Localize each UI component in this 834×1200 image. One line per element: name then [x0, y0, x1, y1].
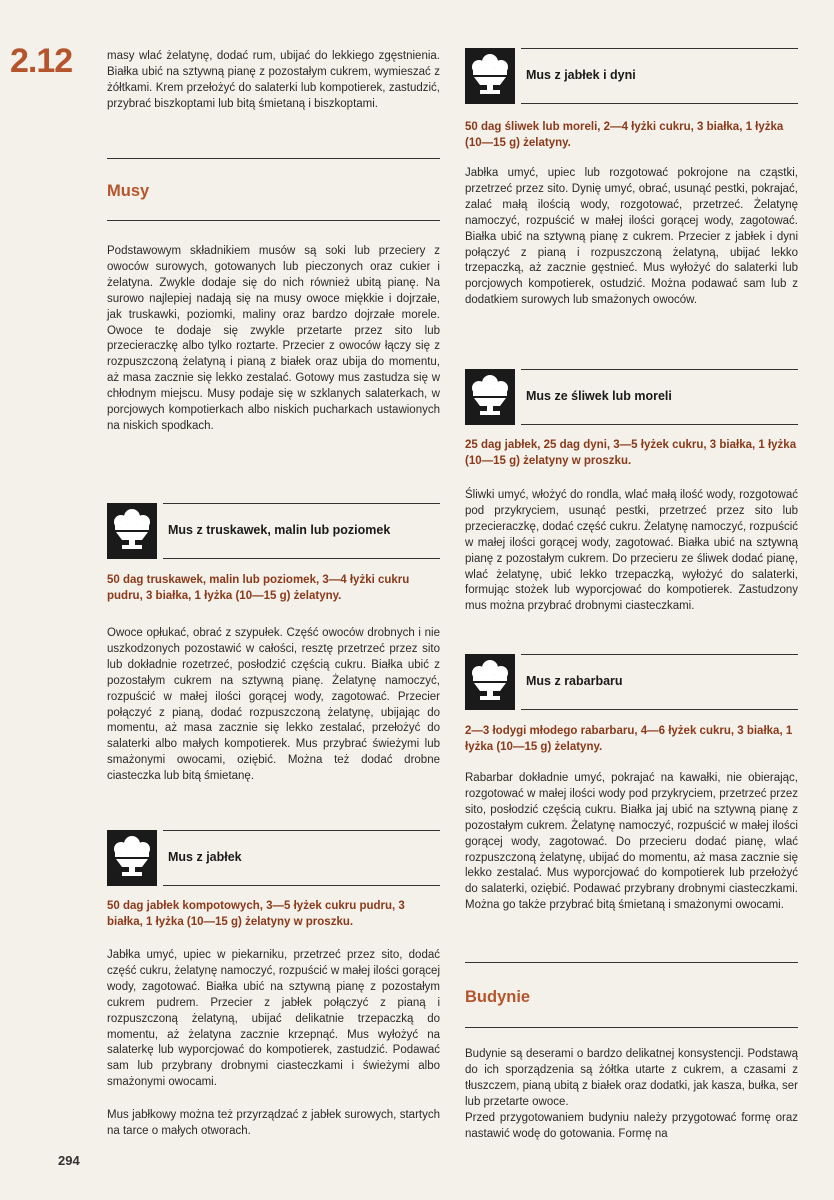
- recipe-ingredients: 2—3 łodygi młodego rabarbaru, 4—6 łyżek cukru, 3 białka, 1 łyżka (10—15 g) żelatyny.: [465, 725, 793, 753]
- budynie-paragraph: Budynie są deserami o bardzo delikatnej konsystencji. Podstawą do ich sporządzenia są żółtka utarte z cukrem, a czasami z tłuszczem, pianą ubitą z białek oraz dodatki, jak kasza, bułka, ser lub przetarte owoce.: [465, 1048, 798, 1108]
- divider: [521, 424, 798, 425]
- recipe-title: Mus z jabłek i dyni: [526, 68, 636, 82]
- recipe-instructions: Jabłka umyć, upiec lub rozgotować pokrojone na cząstki, przetrzeć przez sito. Dynię umyć, obrać, usunąć pestki, pokrajać, zalać małą ilością wody, rozgotować, przetrzeć. Żelatynę namoczyć, rozpuścić w małej ilości gorącej wody, zagotować. Białka ubić na sztywną pianę z cukrem. Przecier z jabłek i dyni połączyć z pianą i rozpuszczoną żelatyną, ubijać lekko trzepaczką, aż zacznie gęstnieć. Mus wyłożyć do salaterki lub porcjowych kompotierek, ostudzić. Można podawać sam lub z dodatkiem surowych lub smażonych owoców.: [465, 167, 798, 307]
- recipe-note: Mus jabłkowy można też przyrządzać z jabłek surowych, startych na tarce o małych otworach.: [107, 1109, 440, 1137]
- dessert-cup-icon: [107, 503, 157, 559]
- budynie-paragraph-2: Przed przygotowaniem budyniu należy przygotować formę oraz nastawić wodę do gotowania. Formę na: [465, 1112, 798, 1140]
- musy-paragraph: Podstawowym składnikiem musów są soki lub przeciery z owoców surowych, gotowanych lub pieczonych oraz cukier i żelatyna. Zwykle dodaje się do nich również ubitą pianę. Na surowo najlepiej nadają się na musy owoce miękkie i dojrzałe, jak truskawki, poziomki, maliny oraz bardzo dojrzałe morele. Owoce te dodaje się zwykle przetarte przez sito lub przecieraczkę albo tylko roztarte. Przecier z owoców łączy się z rozpuszczoną żelatyną i pianą z białek oraz ubija do momentu, aż masa zacznie się lekko zestalać. Gotowy mus zastudza się w chłodnym miejscu. Musy podaje się w szklanych salaterkach, w porcjowych kompotierkach albo niskich pucharkach ustawionych na niskich spodkach.: [107, 245, 440, 432]
- divider: [107, 220, 440, 221]
- recipe-header: [465, 369, 798, 425]
- divider: [163, 503, 440, 504]
- divider: [163, 830, 440, 831]
- recipe-title: Mus z truskawek, malin lub poziomek: [168, 523, 391, 537]
- divider: [521, 48, 798, 49]
- dessert-cup-icon: [107, 830, 157, 886]
- divider: [521, 103, 798, 104]
- divider: [107, 158, 440, 159]
- divider: [521, 654, 798, 655]
- recipe-instructions: Owoce opłukać, obrać z szypułek. Część owoców drobnych i nie uszkodzonych pozostawić w całości, resztę przetrzeć przez sito lub dokładnie rozetrzeć, posłodzić częścią cukru. Białka ubić z pozostałym cukrem na sztywną pianę. Żelatynę namoczyć, rozpuścić w małej ilości gorącej wody, zagotować. Przecier połączyć z pianą, dodać rozpuszczoną żelatynę, ubijając do momentu, aż masa zacznie się lekko zestalać, przełożyć do salaterki albo małych kompotierek. Mus przybrać świeżymi lub smażonymi owocami, oziębić. Można też dodać drobne ciasteczka lub bitą śmietanę.: [107, 627, 440, 783]
- recipe-header: [465, 48, 798, 104]
- recipe-title: Mus z rabarbaru: [526, 674, 623, 688]
- divider: [465, 1027, 798, 1028]
- section-title-budynie: Budynie: [465, 988, 531, 1006]
- divider: [521, 369, 798, 370]
- recipe-instructions: Jabłka umyć, upiec w piekarniku, przetrzeć przez sito, dodać część cukru, żelatynę namoczyć, rozpuścić w małej ilości gorącej wody, zagotować. Białka ubić na sztywną pianę z pozostałym cukrem pudrem. Przecier z jabłek połączyć z pianą i rozpuszczoną żelatyną, ubijać delikatnie trzepaczką do momentu, aż żelatyna zacznie krzepnąć. Mus wyłożyć na salaterkę lub wyporcjować do kompotierek, zastudzić. Podawać sam lub przybrany drobnymi ciasteczkami i świeżymi albo smażonymi owocami.: [107, 949, 440, 1089]
- recipe-header: [465, 654, 798, 710]
- recipe-ingredients: 50 dag jabłek kompotowych, 3—5 łyżek cukru pudru, 3 białka, 1 łyżka (10—15 g) żelatyny w proszku.: [107, 900, 405, 928]
- divider: [163, 558, 440, 559]
- recipe-ingredients: 25 dag jabłek, 25 dag dyni, 3—5 łyżek cukru, 3 białka, 1 łyżka (10—15 g) żelatyny w proszku.: [465, 439, 797, 467]
- dessert-cup-icon: [465, 654, 515, 710]
- dessert-cup-icon: [465, 369, 515, 425]
- recipe-ingredients: 50 dag truskawek, malin lub poziomek, 3—4 łyżki cukru pudru, 3 białka, 1 łyżka (10—15 g) żelatyny.: [107, 574, 410, 602]
- recipe-ingredients: 50 dag śliwek lub moreli, 2—4 łyżki cukru, 3 białka, 1 łyżka (10—15 g) żelatyny.: [465, 121, 784, 149]
- recipe-instructions: Śliwki umyć, włożyć do rondla, wlać małą ilość wody, rozgotować pod przykryciem, usunąć pestki, przetrzeć przez sito lub przecieraczkę, dodać część cukru. Żelatynę namoczyć, rozpuścić w małej ilości gorącej wody, zagotować. Białka ubić na sztywną pianę z pozostałym cukrem. Do przecieru ze śliwek dodać pianę, wlać żelatynę, ubić lekko trzepaczką, wyłożyć do salaterki, formując stożek lub wyporcjować do kompotierek. Zastudzony mus można przybrać drobnymi ciasteczkami.: [465, 489, 798, 613]
- recipe-title: Mus z jabłek: [168, 850, 242, 864]
- dessert-cup-icon: [465, 48, 515, 104]
- divider: [465, 962, 798, 963]
- page-number: 294: [58, 1153, 80, 1168]
- divider: [163, 885, 440, 886]
- divider: [521, 709, 798, 710]
- intro-paragraph: masy wlać żelatynę, dodać rum, ubijać do lekkiego zgęstnienia. Białka ubić na sztywną pianę z pozostałym cukrem, wymieszać z żółtkami. Krem przełożyć do salaterki lub kompotierek, zastudzić, przybrać biszkoptami lub bitą śmietaną i biszkoptami.: [107, 50, 440, 110]
- recipe-header: [107, 503, 440, 559]
- chapter-number: 2.12: [10, 42, 73, 80]
- recipe-instructions: Rabarbar dokładnie umyć, pokrajać na kawałki, nie obierając, rozgotować w małej ilości wody pod przykryciem, przetrzeć przez sito, posłodzić częścią cukru. Białka jaj ubić na sztywną pianę z pozostałym cukrem. Żelatynę namoczyć, rozpuścić w małej ilości gorącej wody, zagotować. Do przecieru dodać pianę, wlać rozpuszczoną żelatynę, ubijać do momentu, aż masa zacznie się lekko zestalać. Mus wyporcjować do kompotierek lub przełożyć do salaterki, oziębić. Podawać przybrany drobnymi ciasteczkami. Można go także przybrać bitą śmietaną i smażonymi owocami.: [465, 772, 798, 912]
- recipe-header: [107, 830, 440, 886]
- section-title-musy: Musy: [107, 182, 150, 200]
- recipe-title: Mus ze śliwek lub moreli: [526, 389, 672, 403]
